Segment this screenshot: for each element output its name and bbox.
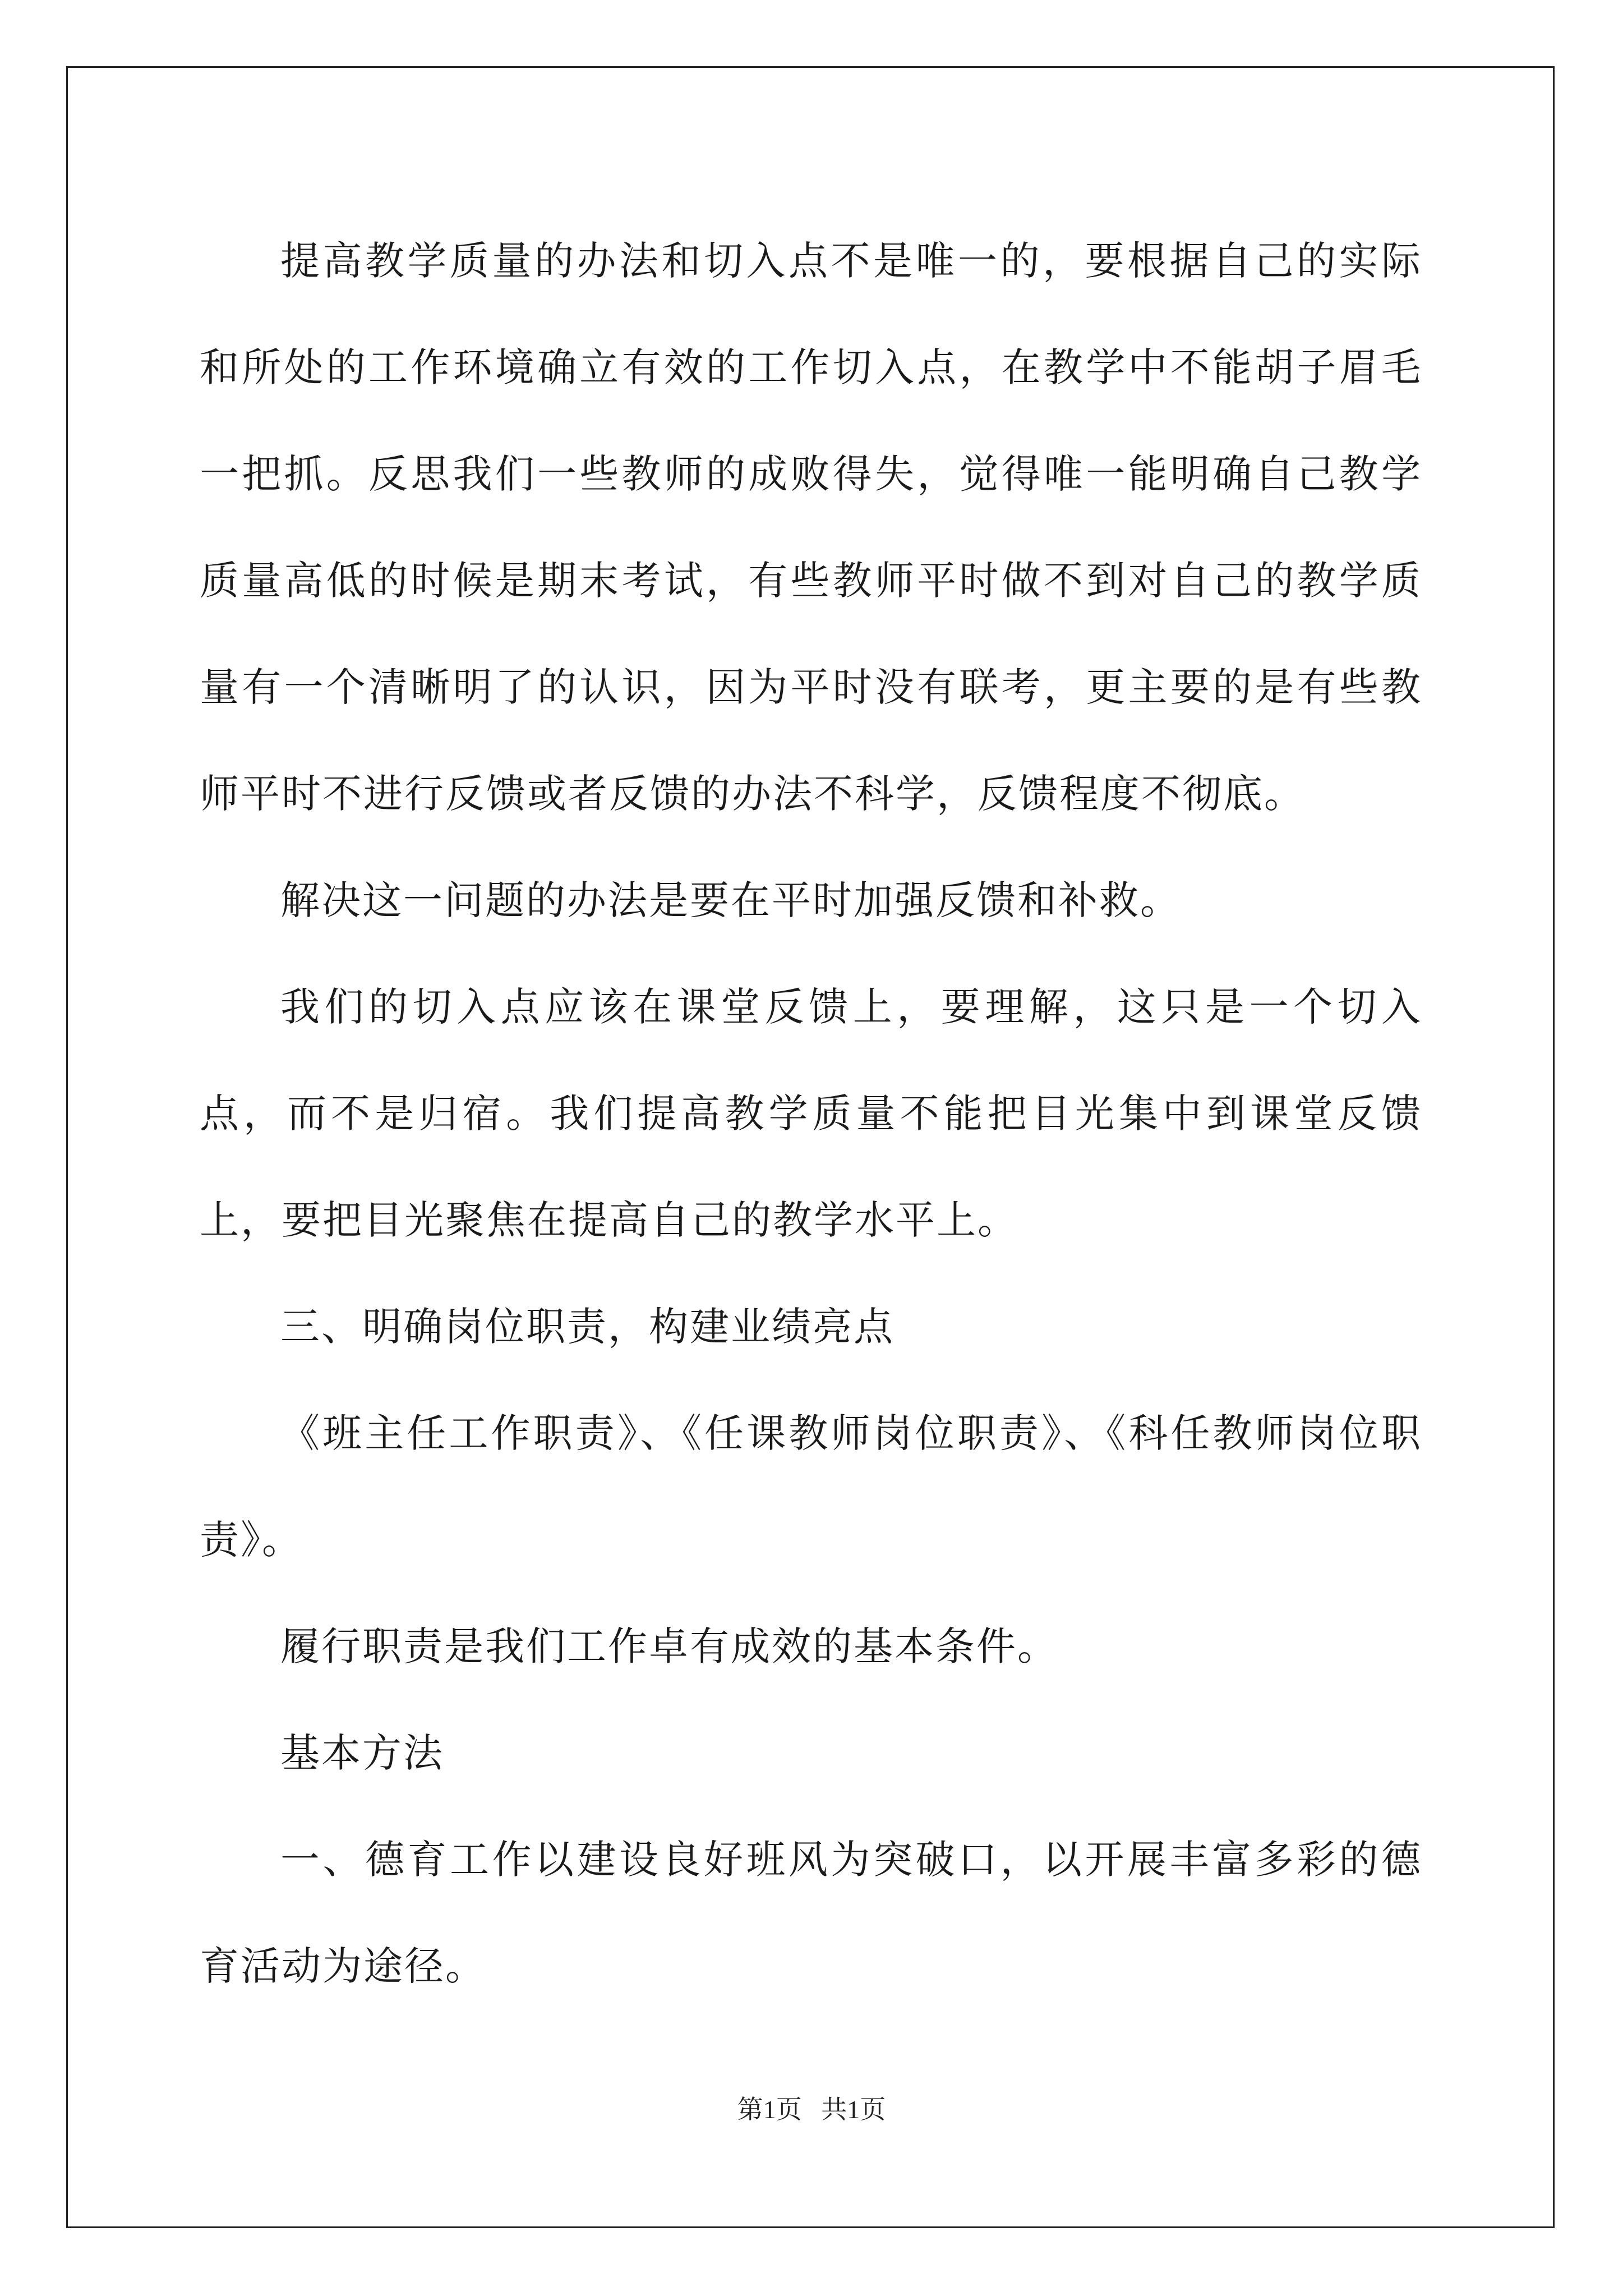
subheading: 基本方法 (280, 1730, 444, 1776)
page-number-footer: 第1页 共1页 (737, 2095, 886, 2124)
paragraph: 我们的切入点应该在课堂反馈上，要理解，这只是一个切入点，而不是归宿。我们提高教学质量不能把目光集中到课堂反馈上，要把目光聚焦在提高自己的教学水平上。 (200, 984, 1422, 1243)
paragraph: 提高教学质量的办法和切入点不是唯一的，要根据自己的实际和所处的工作环境确立有效的工作切入点，在教学中不能胡子眉毛一把抓。反思我们一些教师的成败得失，觉得唯一能明确自己教学质量高低的时候是期末考试，有些教师平时做不到对自己的教学质量有一个清晰明了的认识，因为平时没有联考，更主要的是有些教师平时不进行反馈或者反馈的办法不科学，反馈程度不彻底。 (200, 238, 1422, 817)
section-heading: 三、明确岗位职责，构建业绩亮点 (280, 1304, 895, 1350)
paragraph: 一、德育工作以建设良好班风为突破口，以开展丰富多彩的德育活动为途径。 (200, 1837, 1422, 1989)
paragraph: 解决这一问题的办法是要在平时加强反馈和补救。 (280, 877, 1181, 923)
document-body (200, 208, 1422, 2019)
paragraph: 履行职责是我们工作卓有成效的基本条件。 (280, 1623, 1058, 1669)
paragraph: 《班主任工作职责》、《任课教师岗位职责》、《科任教师岗位职责》。 (200, 1410, 1422, 1563)
